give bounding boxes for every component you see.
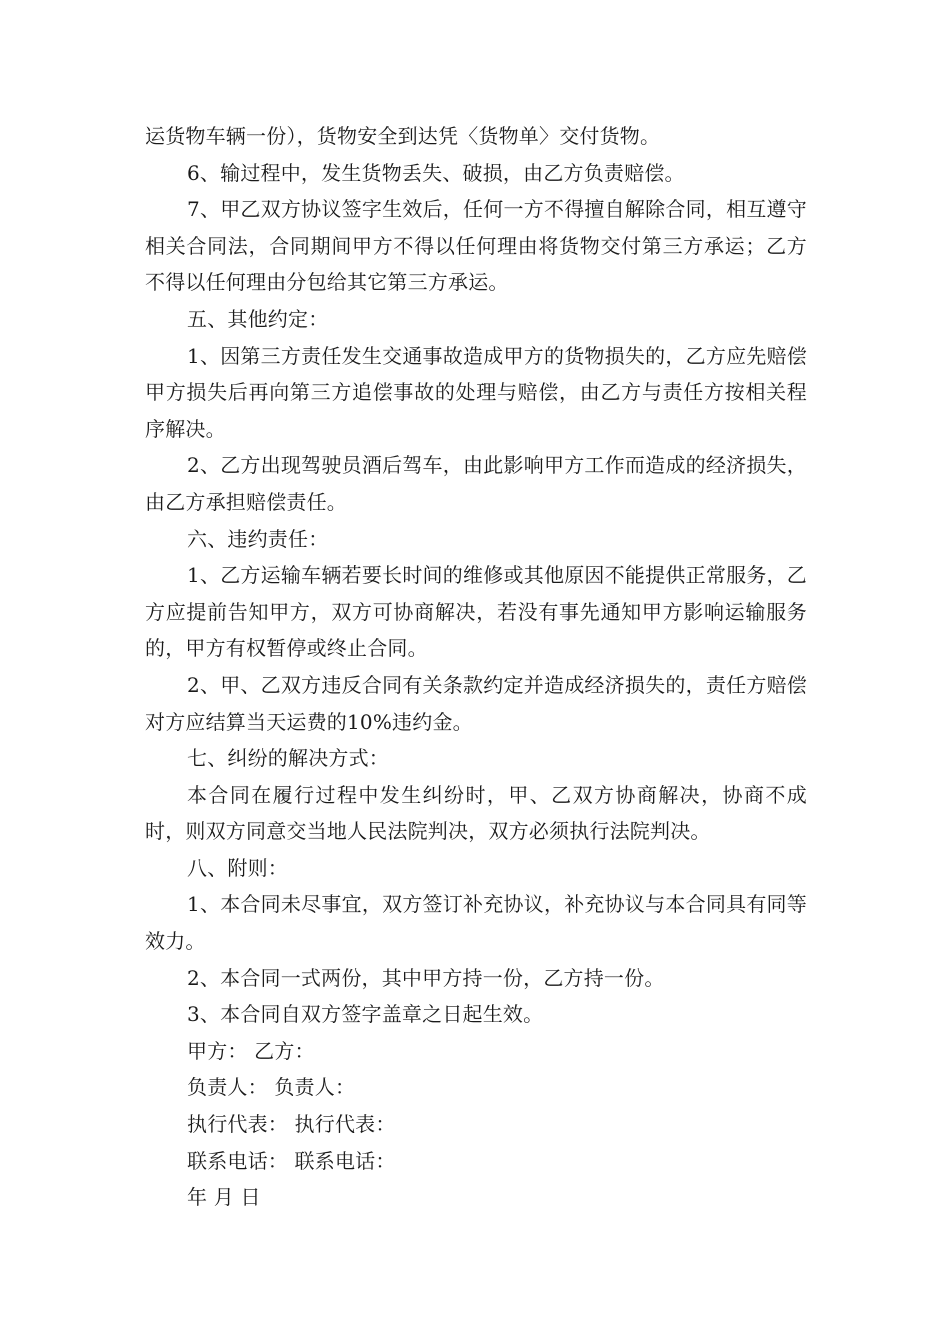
document-body: [145, 118, 807, 1216]
clause-8-2: 2、本合同一式两份，其中甲方持一份，乙方持一份。: [187, 965, 665, 990]
section-heading-breach-liability: 六、违约责任：: [187, 526, 329, 551]
clause-6-2: 2、甲、乙双方违反合同有关条款约定并造成经济损失的，责任方赔偿对方应结算当天运费的10%违约金。: [145, 672, 807, 734]
clause-8-3: 3、本合同自双方签字盖章之日起生效。: [187, 1002, 544, 1027]
paragraph-continuation: 运货物车辆一份），货物安全到达凭〈货物单〉交付货物。: [145, 124, 661, 148]
signature-responsible-person: 负责人： 负责人：: [187, 1075, 356, 1100]
section-heading-dispute-resolution: 七、纠纷的解决方式：: [187, 746, 389, 771]
signature-date: 年 月 日: [187, 1185, 261, 1210]
section-heading-supplementary: 八、附则：: [187, 855, 288, 880]
clause-7-body: 本合同在履行过程中发生纠纷时，甲、乙双方协商解决，协商不成时，则双方同意交当地人民法院判决，双方必须执行法院判决。: [145, 782, 807, 844]
section-heading-other-agreements: 五、其他约定：: [187, 306, 329, 331]
clause-4-7: 7、甲乙双方协议签字生效后，任何一方不得擅自解除合同，相互遵守相关合同法，合同期间甲方不得以任何理由将货物交付第三方承运；乙方不得以任何理由分包给其它第三方承运。: [145, 197, 807, 295]
signature-contact-phone: 联系电话： 联系电话：: [187, 1148, 396, 1173]
clause-4-6: 6、输过程中，发生货物丢失、破损，由乙方负责赔偿。: [187, 160, 685, 185]
clause-5-2: 2、乙方出现驾驶员酒后驾车，由此影响甲方工作而造成的经济损失，由乙方承担赔偿责任。: [145, 453, 807, 514]
signature-parties: 甲方： 乙方：: [187, 1038, 315, 1063]
signature-executive-representative: 执行代表： 执行代表：: [187, 1112, 396, 1137]
clause-5-1: 1、因第三方责任发生交通事故造成甲方的货物损失的，乙方应先赔偿甲方损失后再向第三方追偿事故的处理与赔偿，由乙方与责任方按相关程序解决。: [145, 343, 807, 441]
clause-6-1: 1、乙方运输车辆若要长时间的维修或其他原因不能提供正常服务，乙方应提前告知甲方，双方可协商解决，若没有事先通知甲方影响运输服务的，甲方有权暂停或终止合同。: [145, 563, 807, 661]
clause-8-1: 1、本合同未尽事宜，双方签订补充协议，补充协议与本合同具有同等效力。: [145, 892, 807, 954]
